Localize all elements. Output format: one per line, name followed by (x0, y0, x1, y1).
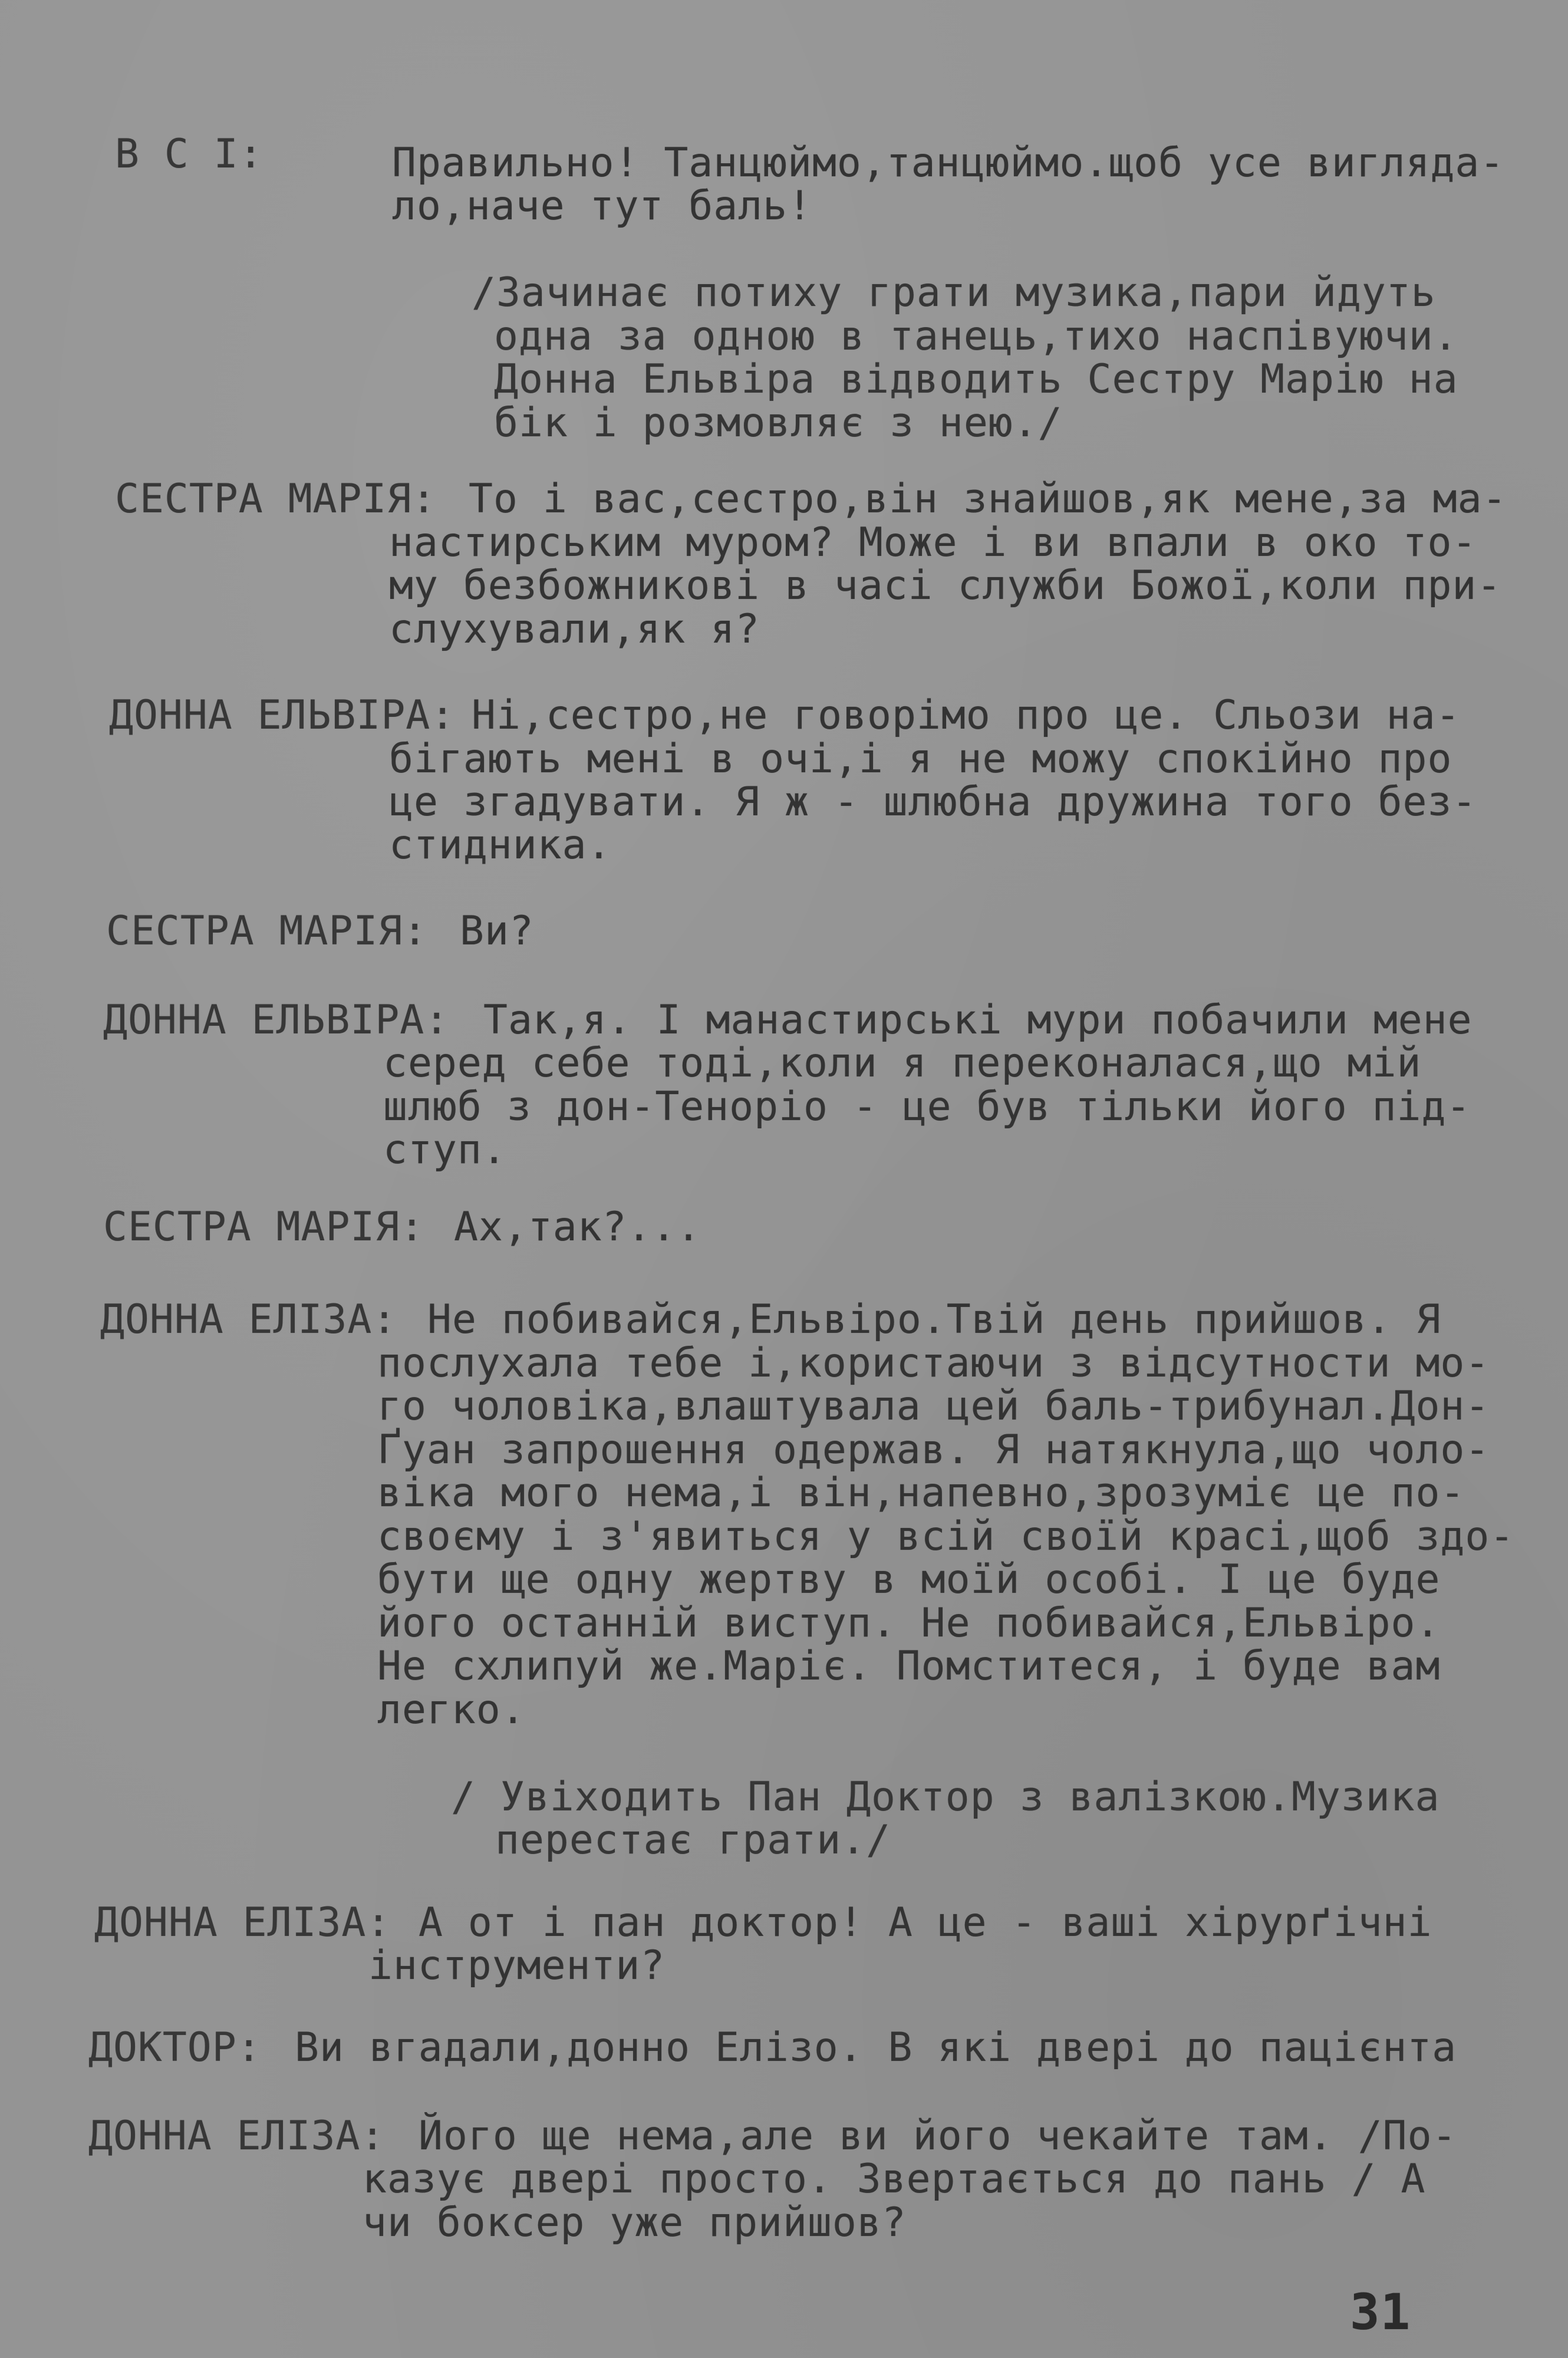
speaker-label: ДОННА ЕЛЬВІРА: (109, 692, 456, 739)
dialogue-line: А от і пан доктор! А це - ваші хірурґічні (419, 1899, 1432, 1946)
stage-direction-line: Донна Ельвіра відводить Сестру Марію на (494, 356, 1458, 403)
speaker-label: СЕСТРА МАРІЯ: (103, 1204, 425, 1250)
dialogue-line: му безбожникові в часі служби Божої,коли при- (389, 562, 1502, 609)
dialogue-line: казує двері просто. Звертається до пань / А (363, 2156, 1426, 2202)
dialogue-line: своєму і з'явиться у всій своїй красі,щоб здо- (377, 1513, 1515, 1560)
dialogue-line: Ґуан запрошення одержав. Я натякнула,що чоло- (377, 1427, 1490, 1473)
stage-direction-line: / Увіходить Пан Доктор з валізкою.Музика (451, 1774, 1440, 1820)
speaker-label: СЕСТРА МАРІЯ: (115, 476, 437, 522)
dialogue-line: го чоловіка,влаштувала цей баль-трибунал.Дон- (377, 1383, 1490, 1430)
dialogue-line: це згадувати. Я ж - шлюбна дружина того без- (389, 779, 1477, 825)
dialogue-line: Не побивайся,Ельвіро.Твій день прийшов. Я (427, 1296, 1441, 1343)
dialogue-line: легко. (377, 1687, 526, 1733)
speaker-label: СЕСТРА МАРІЯ: (106, 908, 428, 954)
page-number: 31 (1350, 2283, 1411, 2341)
dialogue-line: віка мого нема,і він,напевно,зрозуміє це по- (377, 1470, 1465, 1516)
dialogue-line: ступ. (383, 1127, 507, 1173)
dialogue-line: інструменти? (368, 1942, 666, 1989)
speaker-label: ДОКТОР: (88, 2024, 262, 2071)
dialogue-line: його останній виступ. Не побивайся,Ельвіро. (377, 1600, 1441, 1646)
dialogue-line: настирським муром? Може і ви впали в око то- (389, 519, 1477, 566)
speaker-label: ДОННА ЕЛІЗА: (100, 1296, 397, 1343)
dialogue-line: серед себе тоді,коли я переконалася,що мій (383, 1040, 1422, 1086)
stage-direction-line: бік і розмовляє з нею./ (494, 400, 1063, 446)
dialogue-line: стидника. (389, 822, 612, 868)
stage-direction-line: одна за одною в танець,тихо наспівуючи. (494, 313, 1458, 360)
dialogue-line: Правильно! Танцюймо,танцюймо.щоб усе виглядa- (392, 140, 1505, 186)
dialogue-line: бігають мені в очі,і я не можу спокійно про (389, 736, 1452, 782)
dialogue-line: Ні,сестро,не говорімо про це. Сльози на- (472, 692, 1461, 739)
dialogue-line: Так,я. І манастирські мури побачили мене (483, 997, 1473, 1043)
speaker-label: В С І: (115, 131, 263, 177)
dialogue-line: Його ще нема,але ви його чекайте там. /По- (419, 2113, 1457, 2159)
speaker-label: ДОННА ЕЛІЗА: (94, 1899, 391, 1946)
dialogue-line: шлюб з дон-Теноріо - це був тільки його під- (383, 1084, 1471, 1130)
dialogue-line: слухували,як я? (389, 606, 760, 653)
dialogue-line: Ах,так?... (454, 1204, 701, 1250)
stage-direction-line: /Зачинає потиху грати музика,пари йдуть (472, 269, 1436, 316)
dialogue-line: ло,наче тут баль! (392, 183, 812, 229)
dialogue-line: бути ще одну жертву в моїй особі. І це буде (377, 1556, 1441, 1603)
dialogue-line: Ви? (460, 908, 534, 954)
speaker-label: ДОННА ЕЛЬВІРА: (103, 997, 450, 1043)
speaker-label: ДОННА ЕЛІЗА: (88, 2113, 386, 2159)
dialogue-line: чи боксер уже прийшов? (363, 2199, 907, 2246)
dialogue-line: Ви вгадали,донно Елізо. В які двері до пацієнта (295, 2024, 1457, 2071)
dialogue-line: Не схлипуй же.Маріє. Помститеся, і буде вам (377, 1643, 1441, 1690)
stage-direction-line: перестає грати./ (495, 1817, 891, 1863)
dialogue-line: послухала тебе і,користаючи з відсутности мо- (377, 1340, 1490, 1387)
dialogue-line: То і вас,сестро,він знайшов,як мене,за ма- (469, 476, 1507, 522)
